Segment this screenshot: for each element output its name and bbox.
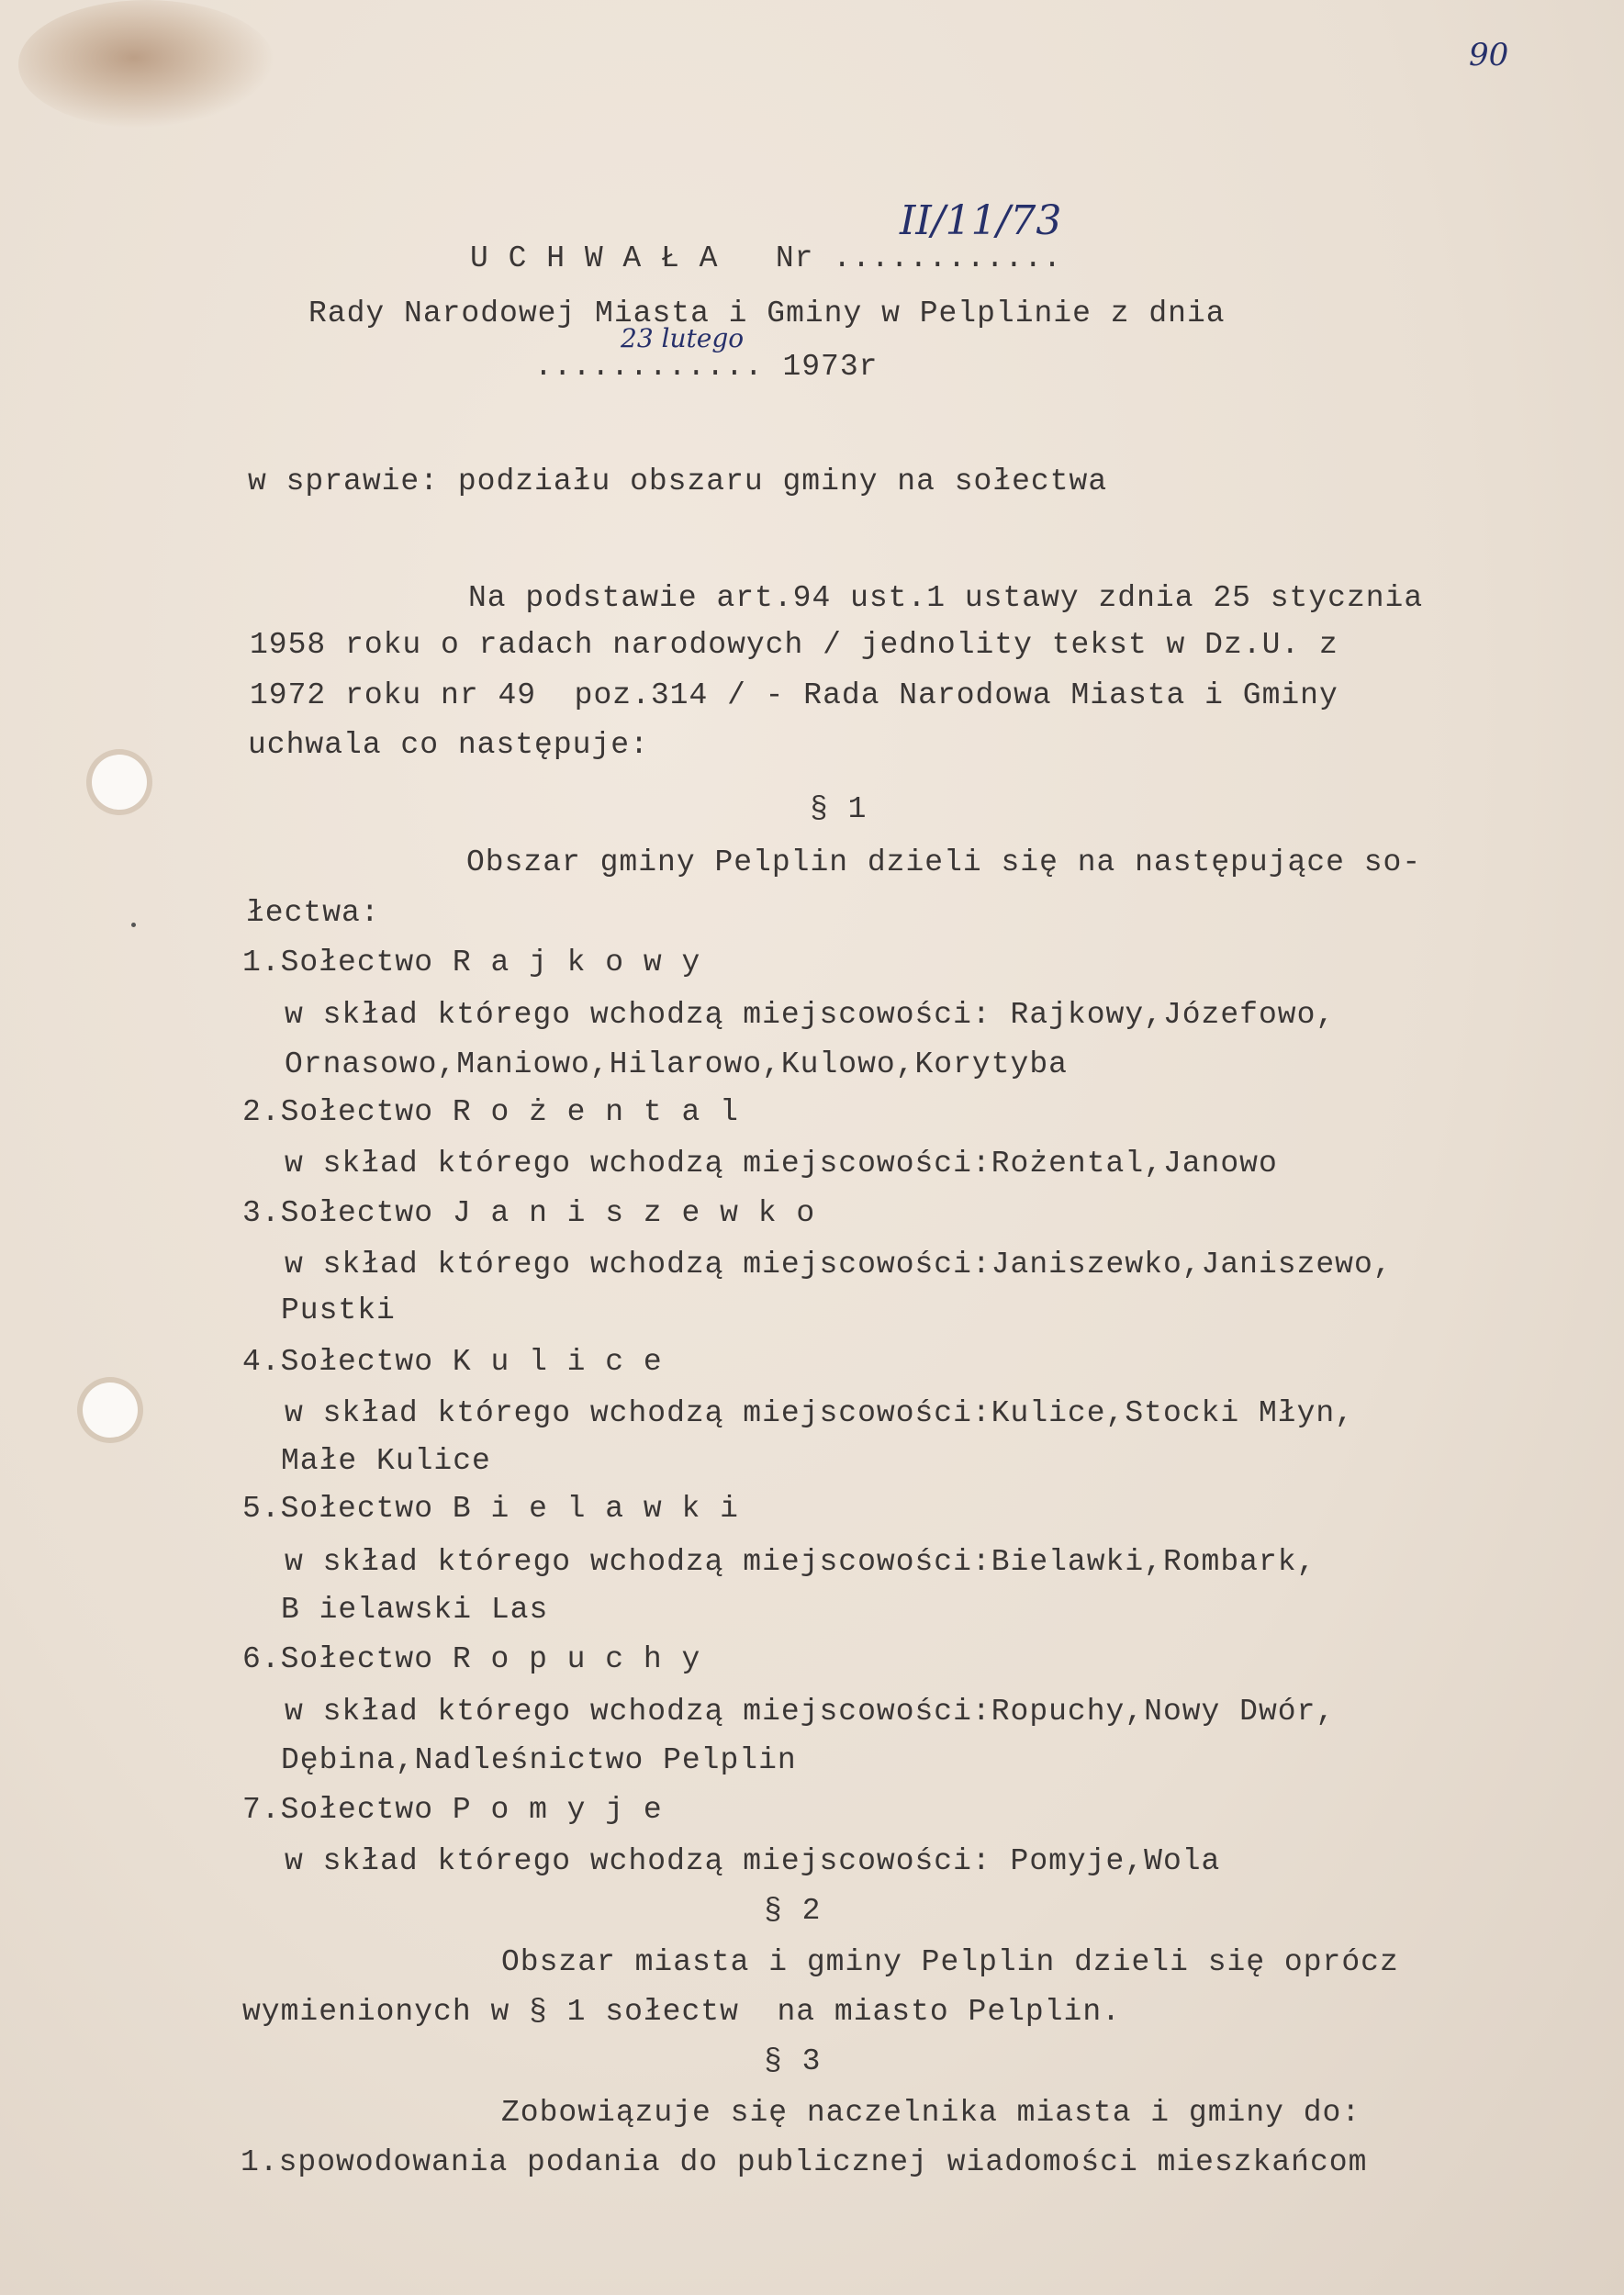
item-number: 1. <box>242 946 281 980</box>
section-2-marker: § 2 <box>764 1894 822 1928</box>
item-name: P o m y j e <box>452 1793 663 1827</box>
title-text: U C H W A Ł A <box>470 241 719 275</box>
list-item-4-line-2: Małe Kulice <box>281 1444 491 1478</box>
item-number: 7. <box>242 1793 281 1827</box>
list-item-2-line-1: w skład którego wchodzą miejscowości:Rożental,Janowo <box>285 1147 1278 1181</box>
preamble-line-4: uchwala co następuje: <box>248 728 649 762</box>
section-3-line-1: Zobowiązuje się naczelnika miasta i gminy do: <box>501 2096 1361 2130</box>
list-item-6-line-1: w skład którego wchodzą miejscowości:Ropuchy,Nowy Dwór, <box>285 1695 1336 1729</box>
item-number: 4. <box>242 1345 281 1379</box>
item-name: R a j k o w y <box>452 946 701 980</box>
item-name: R o p u c h y <box>452 1642 701 1676</box>
item-prefix: Sołectwo <box>280 1196 434 1230</box>
list-item-1-heading <box>242 945 700 981</box>
page-number: 90 <box>1469 37 1509 73</box>
section-3-line-2: 1.spowodowania podania do publicznej wiadomości mieszkańcom <box>241 2145 1368 2179</box>
item-prefix: Sołectwo <box>280 1345 434 1379</box>
subject-line: w sprawie: podziału obszaru gminy na sołectwa <box>248 465 1108 498</box>
preamble-line-3: 1972 roku nr 49 poz.314 / - Rada Narodowa Miasta i Gminy <box>250 678 1338 712</box>
preamble-line-2: 1958 roku o radach narodowych / jednolity tekst w Dz.U. z <box>250 628 1338 662</box>
list-item-4-heading <box>242 1344 663 1381</box>
item-prefix: Sołectwo <box>280 1095 434 1129</box>
list-item-5-heading <box>242 1491 739 1528</box>
list-item-5-line-1: w skład którego wchodzą miejscowości:Bielawki,Rombark, <box>285 1545 1316 1579</box>
list-item-2-heading <box>242 1094 739 1131</box>
item-name: R o ż e n t a l <box>452 1095 739 1129</box>
nr-label: Nr <box>775 241 814 275</box>
list-item-1-line-1: w skład którego wchodzą miejscowości: Rajkowy,Józefowo, <box>285 998 1336 1032</box>
preamble-line-1: Na podstawie art.94 ust.1 ustawy zdnia 25 stycznia <box>468 581 1424 615</box>
list-item-3-line-1: w skład którego wchodzą miejscowości:Janiszewko,Janiszewo, <box>285 1248 1393 1282</box>
section-2-line-2: wymienionych w § 1 sołectw na miasto Pelplin. <box>242 1995 1121 2029</box>
list-item-6-heading <box>242 1641 700 1678</box>
ink-dot <box>131 923 136 927</box>
list-item-4-line-1: w skład którego wchodzą miejscowości:Kulice,Stocki Młyn, <box>285 1396 1354 1430</box>
item-number: 2. <box>242 1095 281 1129</box>
list-item-7-line-1: w skład którego wchodzą miejscowości: Pomyje,Wola <box>285 1844 1221 1878</box>
nr-dots: ............ <box>833 241 1062 275</box>
punch-hole-bottom <box>83 1383 138 1438</box>
section-2-line-1: Obszar miasta i gminy Pelplin dzieli się oprócz <box>501 1945 1399 1979</box>
section-3-marker: § 3 <box>764 2044 822 2078</box>
section-1-intro-1: Obszar gminy Pelplin dzieli się na następujące so- <box>466 845 1422 879</box>
date-dots: ............ <box>534 350 764 384</box>
item-name: B i e l a w k i <box>452 1492 739 1526</box>
list-item-1-line-2: Ornasowo,Maniowo,Hilarowo,Kulowo,Korytyba <box>285 1047 1068 1081</box>
list-item-3-line-2: Pustki <box>281 1293 396 1327</box>
item-prefix: Sołectwo <box>280 1793 434 1827</box>
date-line <box>534 349 878 386</box>
year: 1973r <box>782 350 879 384</box>
handwritten-resolution-number: II/11/73 <box>900 197 1062 244</box>
list-item-6-line-2: Dębina,Nadleśnictwo Pelplin <box>281 1743 797 1777</box>
list-item-5-line-2: B ielawski Las <box>281 1593 549 1627</box>
water-stain <box>18 0 275 129</box>
item-prefix: Sołectwo <box>280 1492 434 1526</box>
document-title <box>470 241 1062 277</box>
item-name: J a n i s z e w k o <box>452 1196 816 1230</box>
section-1-intro-2: łectwa: <box>246 896 380 930</box>
item-prefix: Sołectwo <box>280 946 434 980</box>
list-item-7-heading <box>242 1792 663 1829</box>
item-name: K u l i c e <box>452 1345 663 1379</box>
handwritten-date: 23 lutego <box>621 323 745 353</box>
item-number: 3. <box>242 1196 281 1230</box>
list-item-3-heading <box>242 1195 815 1232</box>
item-prefix: Sołectwo <box>280 1642 434 1676</box>
council-line: Rady Narodowej Miasta i Gminy w Pelplinie z dnia <box>308 297 1226 330</box>
item-number: 6. <box>242 1642 281 1676</box>
punch-hole-top <box>92 755 147 810</box>
item-number: 5. <box>242 1492 281 1526</box>
section-1-marker: § 1 <box>810 792 868 826</box>
